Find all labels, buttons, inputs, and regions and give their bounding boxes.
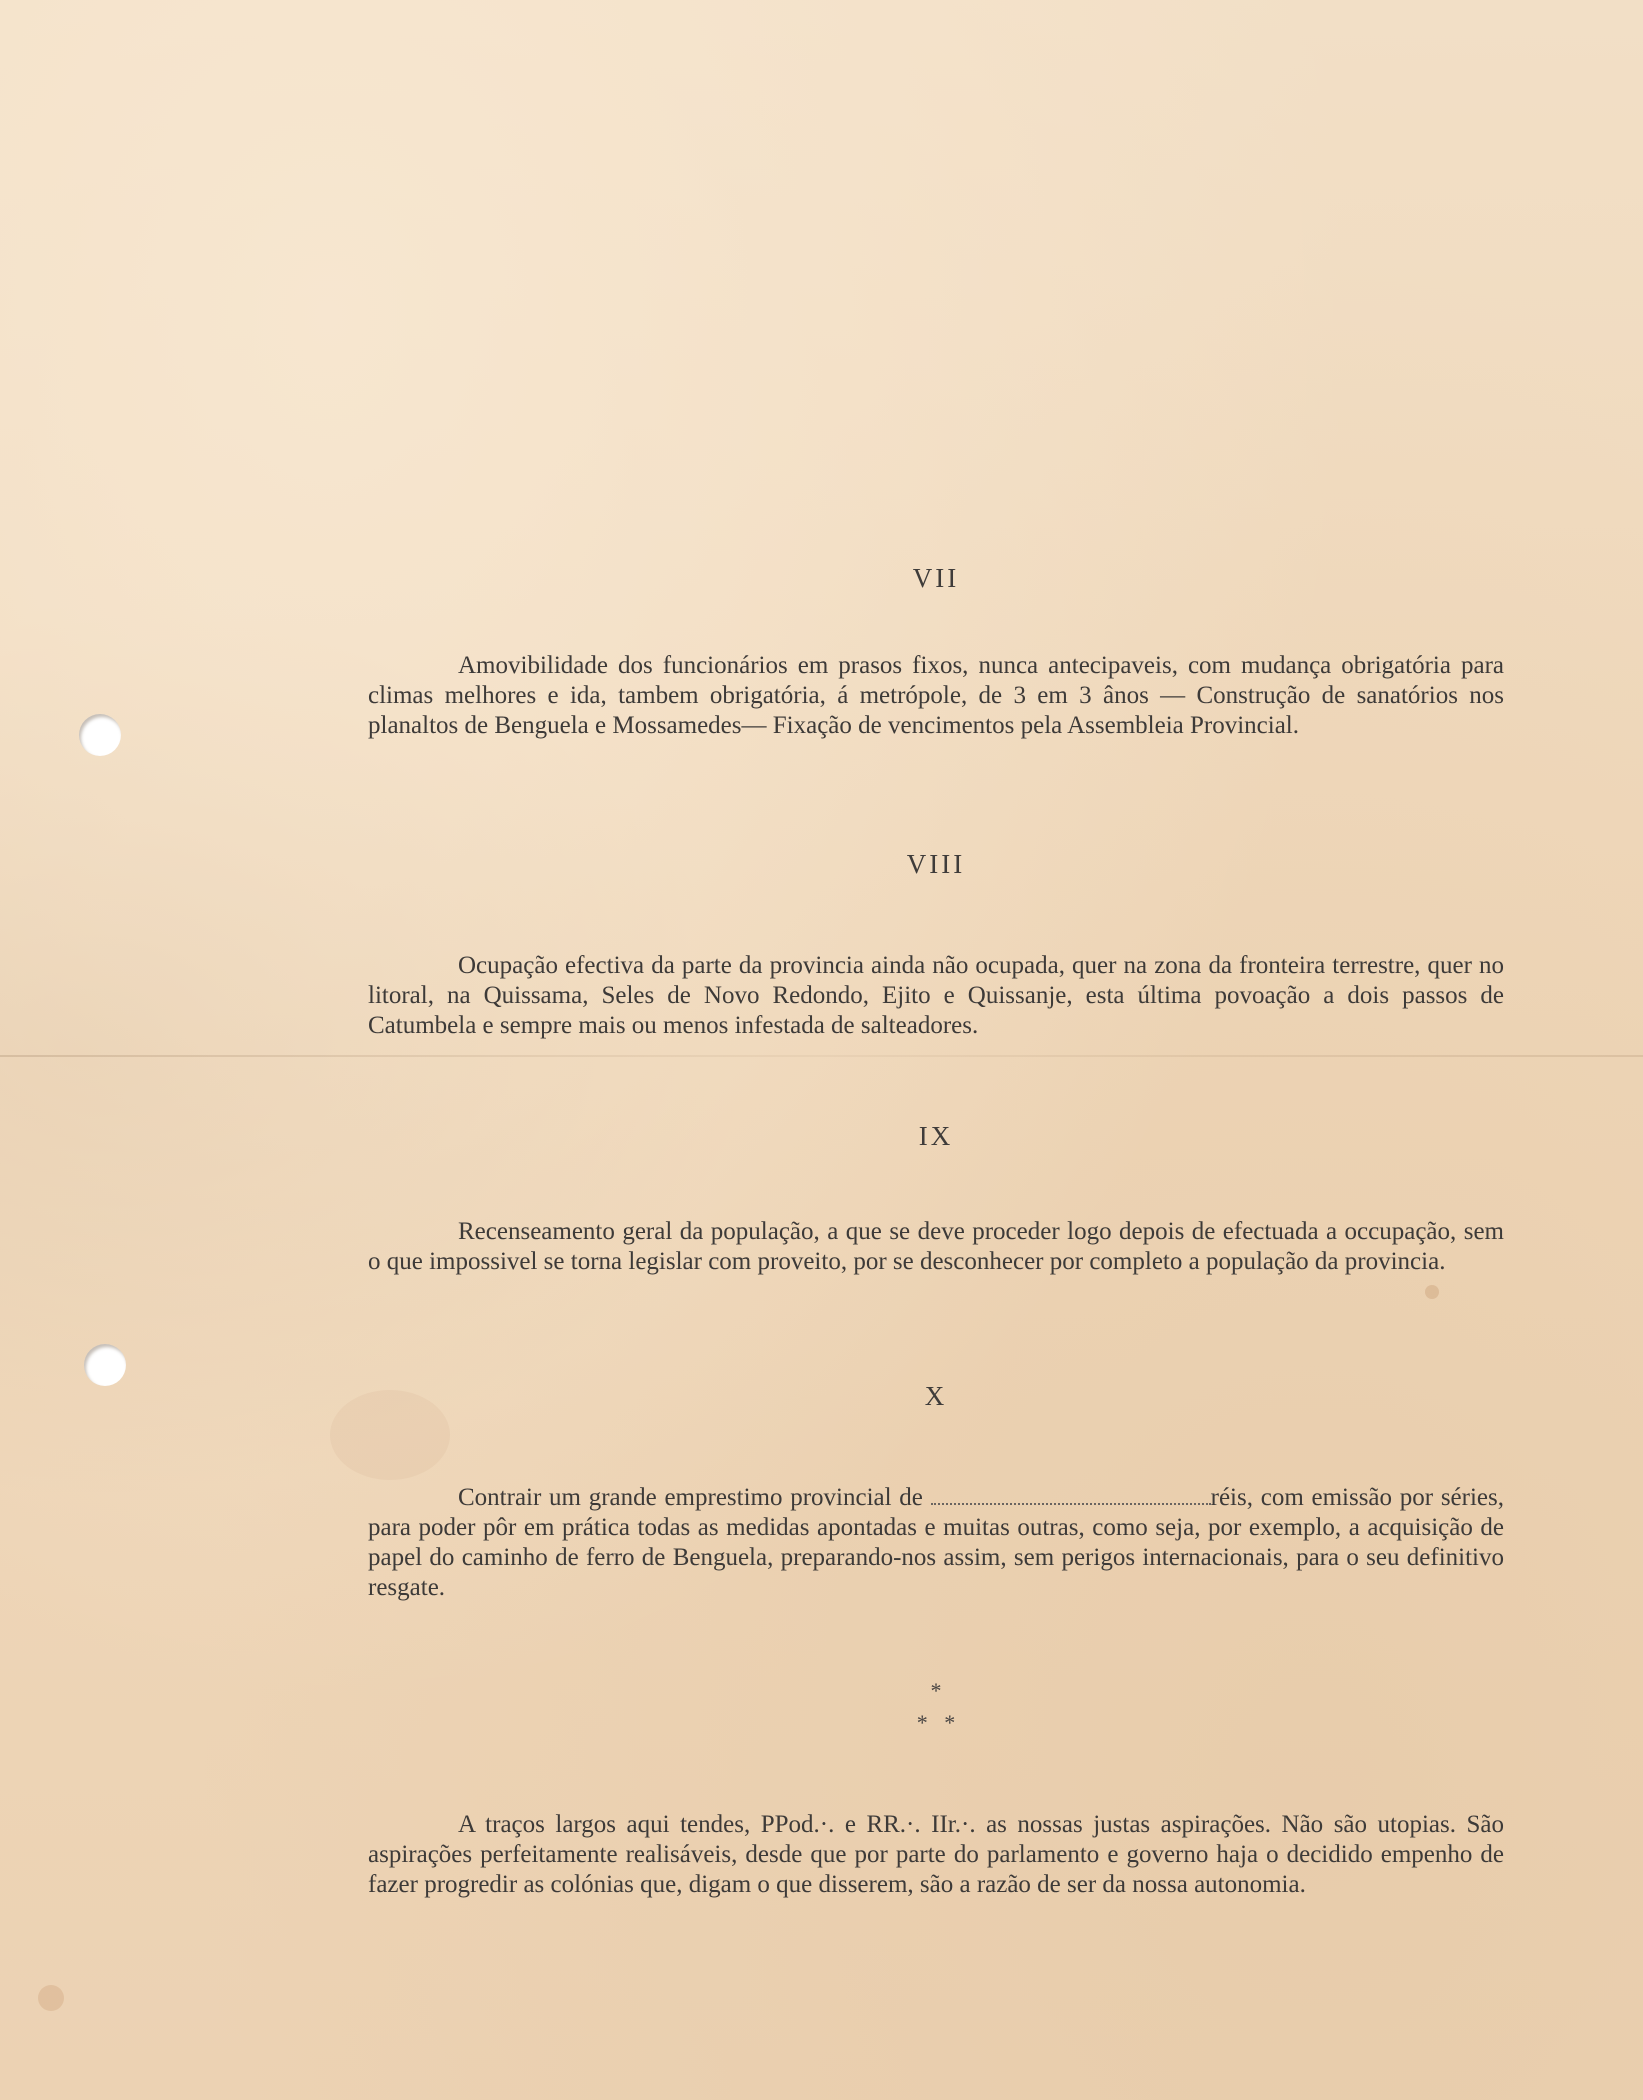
punch-hole bbox=[84, 1344, 126, 1386]
paper-fold-line bbox=[0, 1055, 1643, 1057]
paper-stain bbox=[38, 1985, 64, 2011]
closing-paragraph: A traços largos aqui tendes, PPod.·. e RR.·. IIr.·. as nossas justas aspirações. Não são utopias. São aspirações perfeitamente realisáveis, desde que por parte do parlamento e governo haja o decidido empenho de fazer progredir as colónias que, digam o que disserem, são a razão de ser da nossa autonomia. bbox=[368, 1811, 1504, 1898]
section-heading-vii: VII bbox=[912, 563, 960, 593]
section-paragraph-ix: Recenseamento geral da população, a que se deve proceder logo depois de efectuada a occupação, sem o que impossivel se torna legislar com proveito, por se desconhecer por completo a população da provincia. bbox=[368, 1218, 1504, 1275]
section-heading-viii: VIII bbox=[906, 849, 966, 879]
separator-asterisk-top: * bbox=[930, 1678, 942, 1703]
paper-stain bbox=[1425, 1285, 1439, 1299]
section-paragraph-vii: Amovibilidade dos funcionários em prasos fixos, nunca antecipaveis, com mudança obrigatória para climas melhores e ida, tambem obrigatória, á metrópole, de 3 em 3 ânos — Construção de sanatórios nos planaltos de Benguela e Mossamedes— Fixação de vencimentos pela Assembleia Provincial. bbox=[368, 652, 1504, 739]
loan-text-start: Contrair um grande emprestimo provincial de bbox=[458, 1484, 923, 1511]
loan-text-end: réis, com emissão por séries, para poder pôr em prática todas as medidas apontadas e muitas outras, como seja, por exemplo, a acquisição de papel do caminho de ferro de Benguela, preparando-nos assim, sem perigos internacionais, para o seu definitivo resgate. bbox=[368, 1484, 1504, 1601]
punch-hole bbox=[79, 714, 121, 756]
section-paragraph-x bbox=[368, 1483, 1504, 1603]
section-heading-x: X bbox=[924, 1381, 948, 1411]
separator-asterisks-bottom: * * bbox=[916, 1710, 956, 1735]
amount-blank-line bbox=[931, 1485, 1211, 1505]
section-heading-ix: IX bbox=[918, 1121, 954, 1151]
section-paragraph-viii: Ocupação efectiva da parte da provincia ainda não ocupada, quer na zona da fronteira terrestre, quer no litoral, na Quissama, Seles de Novo Redondo, Ejito e Quissanje, esta última povoação a dois passos de Catumbela e sempre mais ou menos infestada de salteadores. bbox=[368, 952, 1504, 1039]
